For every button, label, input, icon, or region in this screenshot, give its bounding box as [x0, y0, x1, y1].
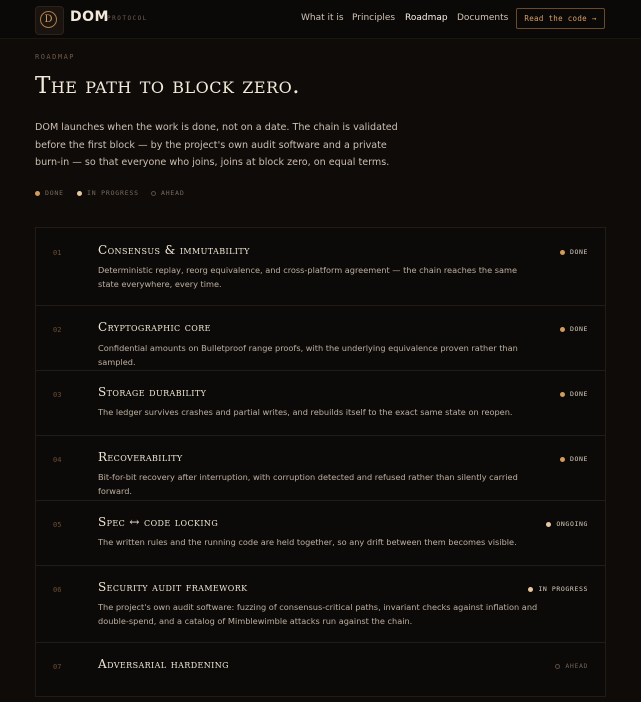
status-badge — [560, 248, 588, 256]
milestone-row — [36, 305, 605, 371]
legend-in-progress — [77, 189, 139, 197]
status-label: AHEAD — [565, 662, 588, 670]
milestone-title: Recoverability — [98, 450, 183, 464]
in-progress-dot-icon — [77, 191, 82, 196]
status-label: DONE — [569, 390, 588, 398]
milestone-title: Consensus & immutability — [98, 243, 250, 257]
milestone-title: Adversarial hardening — [98, 657, 229, 671]
done-dot-icon — [560, 457, 565, 462]
status-label: ONGOING — [556, 520, 588, 528]
milestone-row — [36, 642, 605, 702]
read-the-code-button[interactable]: Read the code → — [516, 8, 605, 29]
status-badge — [528, 585, 588, 593]
done-dot-icon — [560, 327, 565, 332]
milestone-title: Cryptographic core — [98, 320, 211, 334]
ahead-dot-icon — [555, 664, 560, 669]
milestone-number: 02 — [53, 326, 62, 334]
status-label: DONE — [569, 455, 588, 463]
status-badge — [560, 390, 588, 398]
status-label: DONE — [569, 325, 588, 333]
done-dot-icon — [35, 191, 40, 196]
milestone-row — [36, 435, 605, 501]
logo[interactable] — [35, 6, 64, 35]
nav-link-what-it-is[interactable]: What it is — [301, 13, 344, 23]
milestone-row — [36, 370, 605, 436]
milestone-description: Deterministic replay, reorg equivalence, and cross-platform agreement — the chain reaches the same state everywhere, every time. — [98, 265, 518, 289]
milestone-description: The written rules and the running code are held together, so any drift between them becomes visible. — [98, 537, 517, 547]
milestone-description: Bit-for-bit recovery after interruption, with corruption detected and refused rather than silently carried forward. — [98, 472, 518, 496]
status-badge — [560, 455, 588, 463]
status-label: IN PROGRESS — [538, 585, 588, 593]
legend-ahead — [151, 189, 185, 197]
legend-ahead-label: AHEAD — [161, 189, 185, 197]
page-title: The path to block zero. — [35, 73, 301, 99]
brand-subtitle: PROTOCOL — [107, 15, 148, 22]
milestone-row — [36, 565, 605, 643]
nav-link-documents[interactable]: Documents — [457, 13, 509, 23]
logo-emblem: D — [40, 11, 57, 28]
status-badge — [555, 662, 588, 670]
milestone-number: 06 — [53, 586, 62, 594]
done-dot-icon — [560, 250, 565, 255]
milestone-description: Confidential amounts on Bulletproof range proofs, with the underlying equivalence proven rather than sampled. — [98, 343, 518, 367]
legend-in-progress-label: IN PROGRESS — [87, 189, 139, 197]
milestone-title: Security audit framework — [98, 580, 248, 594]
ahead-dot-icon — [151, 191, 156, 196]
ongoing-dot-icon — [546, 522, 551, 527]
milestone-number: 07 — [53, 663, 62, 671]
milestone-description: The project's own audit software: fuzzing of consensus-critical paths, invariant checks against inflation and double-spend, and a catalog of Mimblewimble attacks run against the chain. — [98, 602, 538, 626]
milestone-description: The ledger survives crashes and partial writes, and rebuilds itself to the exact same state on reopen. — [98, 407, 513, 417]
brand-name[interactable]: DOM — [70, 9, 109, 25]
milestone-number: 01 — [53, 249, 62, 257]
legend-done-label: DONE — [45, 189, 64, 197]
milestone-row — [36, 228, 605, 306]
milestone-title: Spec ↔ code locking — [98, 515, 219, 529]
milestone-number: 04 — [53, 456, 62, 464]
roadmap-list — [35, 227, 606, 697]
status-label: DONE — [569, 248, 588, 256]
milestone-number: 05 — [53, 521, 62, 529]
milestone-title: Storage durability — [98, 385, 207, 399]
status-badge — [546, 520, 588, 528]
site-header — [0, 0, 641, 39]
milestone-number: 03 — [53, 391, 62, 399]
legend-done — [35, 189, 64, 197]
status-badge — [560, 325, 588, 333]
in-progress-dot-icon — [528, 587, 533, 592]
hero-description: DOM launches when the work is done, not on a date. The chain is validated before the first block — by the project's own audit software and a private burn-in — so that everyone who joins, joins at block zero, on equal terms. — [35, 122, 398, 168]
milestone-row — [36, 500, 605, 566]
nav-link-principles[interactable]: Principles — [352, 13, 396, 23]
nav-link-roadmap[interactable]: Roadmap — [405, 13, 448, 23]
section-eyebrow: ROADMAP — [35, 53, 76, 61]
done-dot-icon — [560, 392, 565, 397]
